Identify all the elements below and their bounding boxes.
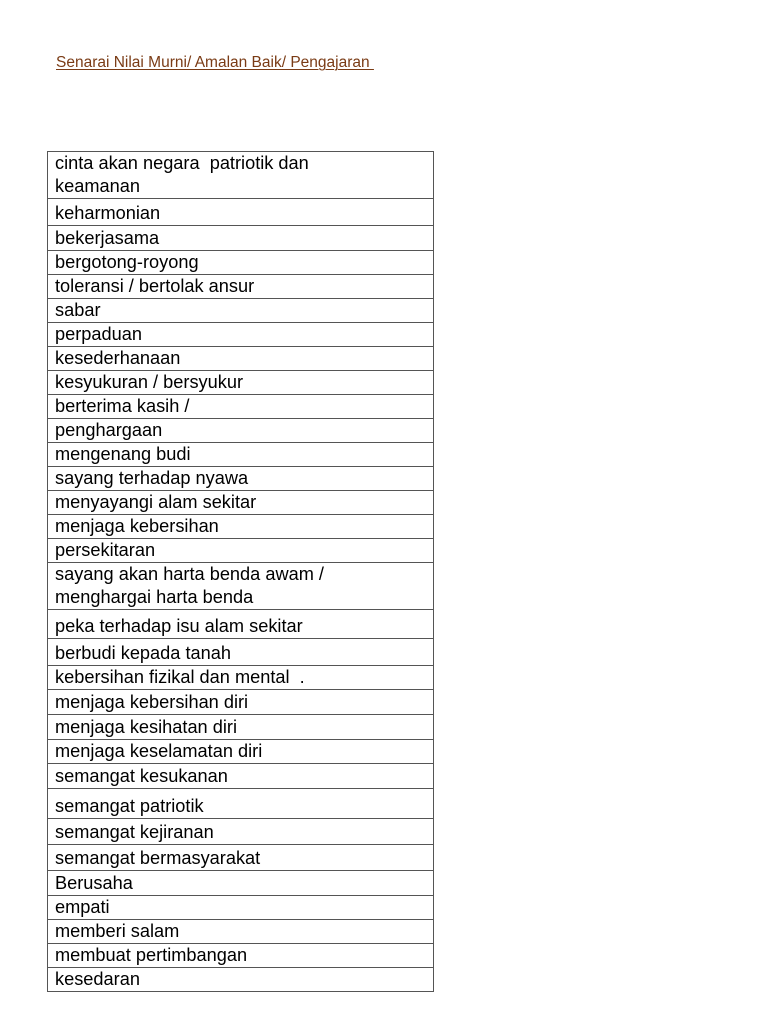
table-row [48,199,434,226]
table-row [48,764,434,789]
value-text: menjaga keselamatan diri [55,741,263,761]
value-cell [48,819,434,845]
table-row [48,944,434,968]
value-cell [48,515,434,539]
value-text: menjaga kesihatan diri [55,717,237,737]
value-text: semangat kesukanan [55,766,228,786]
table-row [48,299,434,323]
value-cell [48,443,434,467]
value-cell [48,419,434,443]
table-row [48,920,434,944]
value-text: keamanan [55,176,140,196]
value-text: kesederhanaan [55,348,181,368]
value-text: Berusaha [55,873,133,893]
value-cell [48,299,434,323]
value-text: sabar [55,300,101,320]
table-row [48,443,434,467]
value-cell [48,610,434,639]
value-cell [48,152,434,199]
value-text: menjaga kebersihan [55,516,219,536]
value-text: semangat bermasyarakat [55,848,261,868]
table-row [48,968,434,992]
table-row [48,371,434,395]
value-cell [48,371,434,395]
value-cell [48,666,434,690]
value-cell [48,199,434,226]
value-text: toleransi / bertolak ansur [55,276,255,296]
value-text: memberi salam [55,921,180,941]
value-cell [48,715,434,740]
value-cell [48,347,434,371]
table-row [48,871,434,896]
value-cell [48,944,434,968]
value-cell [48,275,434,299]
table-row [48,819,434,845]
value-text: berterima kasih / [55,396,190,416]
table-row [48,563,434,610]
value-cell [48,920,434,944]
value-text: menghargai harta benda [55,587,254,607]
value-text: penghargaan [55,420,163,440]
table-row [48,152,434,199]
value-text: bekerjasama [55,228,160,248]
value-cell [48,764,434,789]
table-row [48,690,434,715]
table-row [48,639,434,666]
value-text: keharmonian [55,203,161,223]
value-text: empati [55,897,110,917]
value-cell [48,226,434,251]
value-text: peka terhadap isu alam sekitar [55,616,303,636]
table-row [48,419,434,443]
value-cell [48,740,434,764]
value-text: kesedaran [55,969,140,989]
value-text: semangat patriotik [55,796,204,816]
table-row [48,251,434,275]
table-row [48,896,434,920]
value-cell [48,896,434,920]
table-row [48,323,434,347]
value-cell [48,690,434,715]
table-row [48,845,434,871]
value-cell [48,789,434,819]
value-text: sayang akan harta benda awam / [55,564,324,584]
table-row [48,515,434,539]
value-text: persekitaran [55,540,156,560]
value-text: kesyukuran / bersyukur [55,372,244,392]
values-table [47,151,434,992]
table-row [48,275,434,299]
value-cell [48,539,434,563]
value-cell [48,845,434,871]
table-row [48,491,434,515]
value-text: perpaduan [55,324,142,344]
value-cell [48,491,434,515]
table-row [48,395,434,419]
value-cell [48,968,434,992]
value-cell [48,639,434,666]
table-row [48,715,434,740]
value-text: sayang terhadap nyawa [55,468,249,488]
table-row [48,666,434,690]
value-cell [48,323,434,347]
value-text: bergotong-royong [55,252,199,272]
table-row [48,467,434,491]
table-row [48,610,434,639]
value-text: semangat kejiranan [55,822,214,842]
table-row [48,226,434,251]
value-text: berbudi kepada tanah [55,643,231,663]
value-cell [48,563,434,610]
value-text: cinta akan negara patriotik dan [55,153,309,173]
value-text: mengenang budi [55,444,191,464]
value-cell [48,395,434,419]
table-row [48,740,434,764]
value-text: menyayangi alam sekitar [55,492,257,512]
value-text: membuat pertimbangan [55,945,248,965]
table-row [48,539,434,563]
value-text: kebersihan fizikal dan mental . [55,667,305,687]
document-title: Senarai Nilai Murni/ Amalan Baik/ Pengajaran [56,54,374,71]
value-cell [48,871,434,896]
value-cell [48,251,434,275]
table-row [48,789,434,819]
value-text: menjaga kebersihan diri [55,692,249,712]
table-row [48,347,434,371]
value-cell [48,467,434,491]
